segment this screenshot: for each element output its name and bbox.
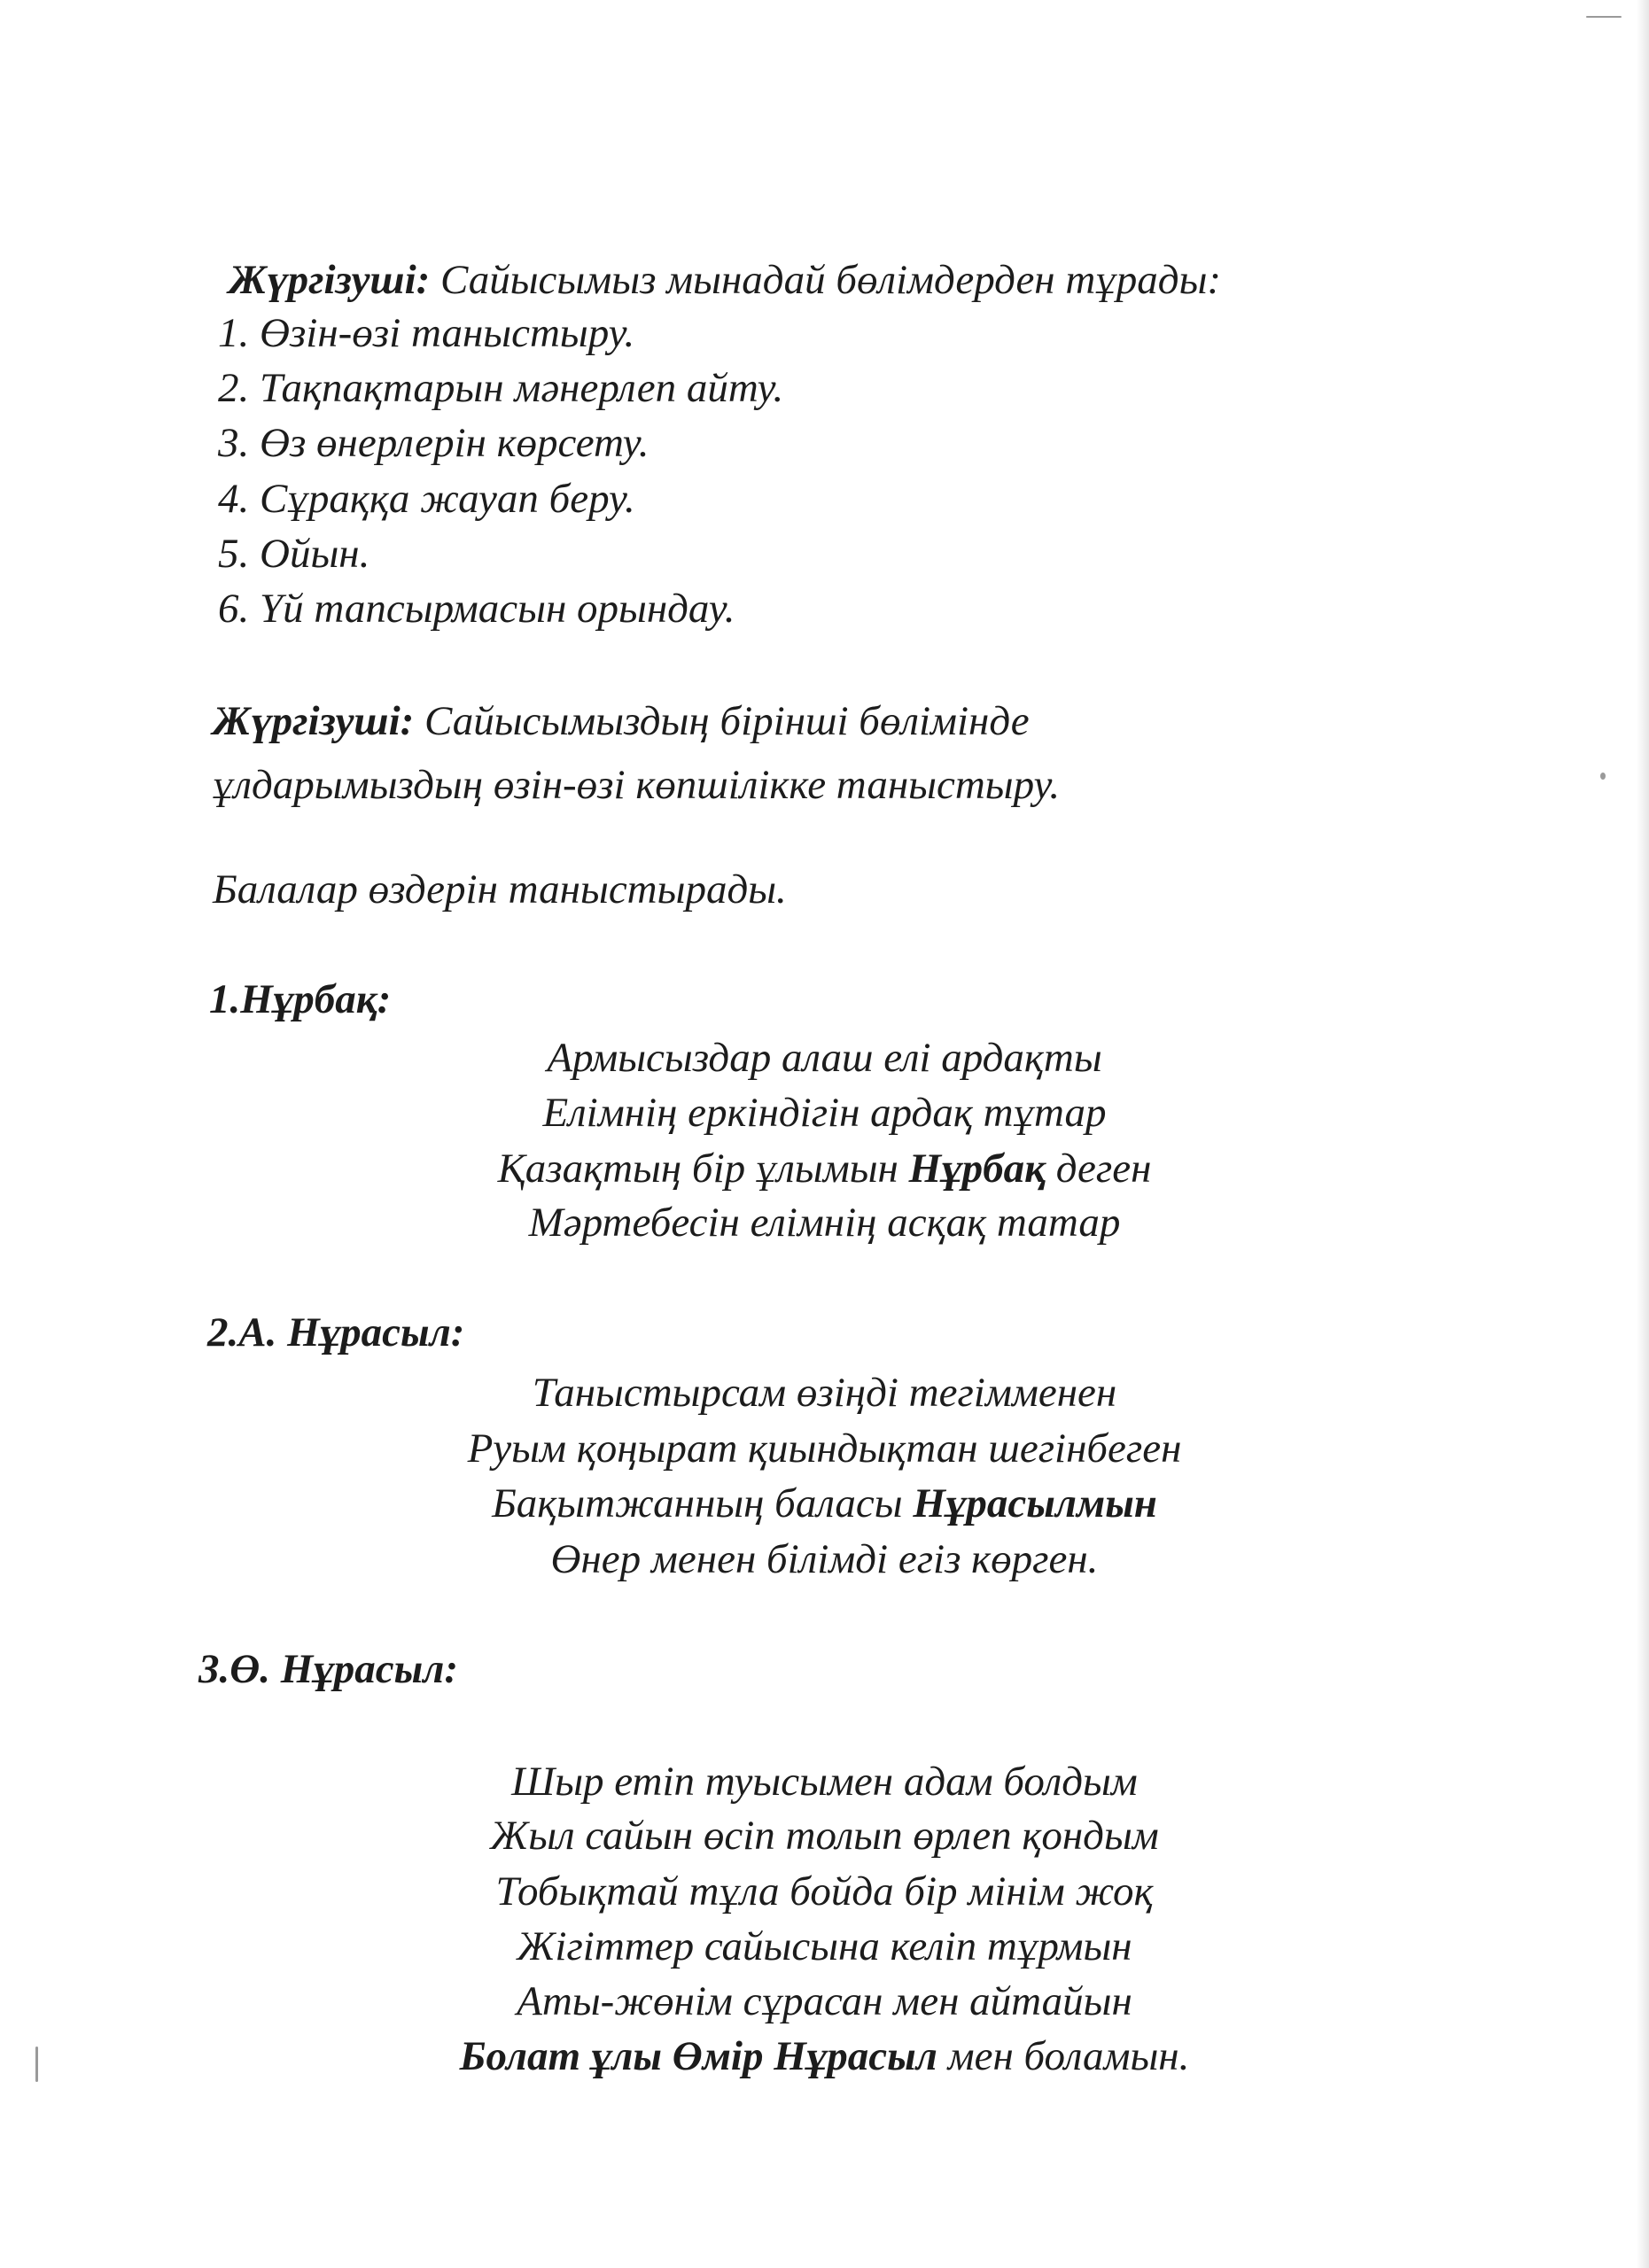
poem3-line3: Тобықтай тұла бойда бір мінім жоқ [495, 1868, 1154, 1915]
poem1-line4: Мәртебесін елімнің асқақ татар [528, 1200, 1121, 1246]
poem1-line3 [0, 1144, 1649, 1193]
poem2-name: Нұрасылмын [913, 1480, 1157, 1526]
poem2-line1: Таныстырсам өзіңді тегімменен [532, 1370, 1117, 1416]
host-label: Жүргізуші: [229, 257, 431, 303]
poem1-line3-pre: Қазақтың бір ұлымын [497, 1146, 909, 1192]
children-intro: Балалар өздерін таныстырады. [213, 866, 787, 913]
list-item-3: 3. Өз өнерлерін көрсету. [218, 420, 649, 466]
poem1-name: Нұрбақ [908, 1146, 1046, 1192]
scan-edge-shadow [1637, 0, 1649, 2268]
list-item-6: 6. Үй тапсырмасын орындау. [218, 586, 735, 632]
list-item-4: 4. Сұраққа жауап беру. [218, 476, 635, 522]
intro-text: Сайысымыз мынадай бөлімдерден тұрады: [430, 257, 1222, 303]
poem2-line3-pre: Бақытжанның баласы [492, 1480, 914, 1526]
section1-line2: ұлдарымыздың өзін-өзі көпшілікке таныстыру. [213, 762, 1061, 808]
poem3-line1: Шыр етіп туысымен адам болдым [511, 1759, 1138, 1805]
poem1-line1: Армысыздар алаш елі ардақты [547, 1035, 1102, 1081]
list-item-2: 2. Тақпақтарын мәнерлеп айту. [218, 365, 784, 411]
poem3-line6 [0, 2031, 1649, 2081]
poem3-line4: Жігіттер сайысына келіп тұрмын [517, 1923, 1132, 1969]
host-label: Жүргізуші: [213, 698, 415, 744]
scan-speck [35, 2047, 38, 2082]
poem2-line4: Өнер менен білімді егіз көрген. [550, 1536, 1099, 1582]
poem3-line5: Аты-жөнім сұрасан мен айтайын [517, 1978, 1132, 2024]
poem3-line2: Жыл сайын өсіп толып өрлеп қондым [490, 1813, 1159, 1859]
list-item-5: 5. Ойын. [218, 531, 370, 577]
poem1-heading: 1.Нұрбақ: [209, 976, 392, 1022]
poem3-line6-post: мен боламын. [937, 2033, 1190, 2079]
poem2-line3 [0, 1479, 1649, 1528]
poem3-name: Болат ұлы Өмір Нұрасыл [459, 2033, 937, 2079]
section1-text1: Сайысымыздың бірінші бөлімінде [414, 698, 1030, 744]
scan-speck [1600, 773, 1606, 780]
list-item-1: 1. Өзін-өзі таныстыру. [218, 310, 635, 356]
poem2-heading: 2.А. Нұрасыл: [207, 1309, 465, 1355]
poem1-line2: Елімнің еркіндігін ардақ тұтар [542, 1090, 1107, 1136]
poem3-heading: 3.Ө. Нұрасыл: [198, 1646, 458, 1692]
intro-line [229, 255, 1221, 305]
scan-speck [1586, 16, 1622, 18]
section1-line1 [213, 696, 1030, 746]
poem2-line2: Руым қоңырат қиындықтан шегінбеген [467, 1425, 1182, 1472]
poem1-line3-post: деген [1045, 1146, 1152, 1192]
